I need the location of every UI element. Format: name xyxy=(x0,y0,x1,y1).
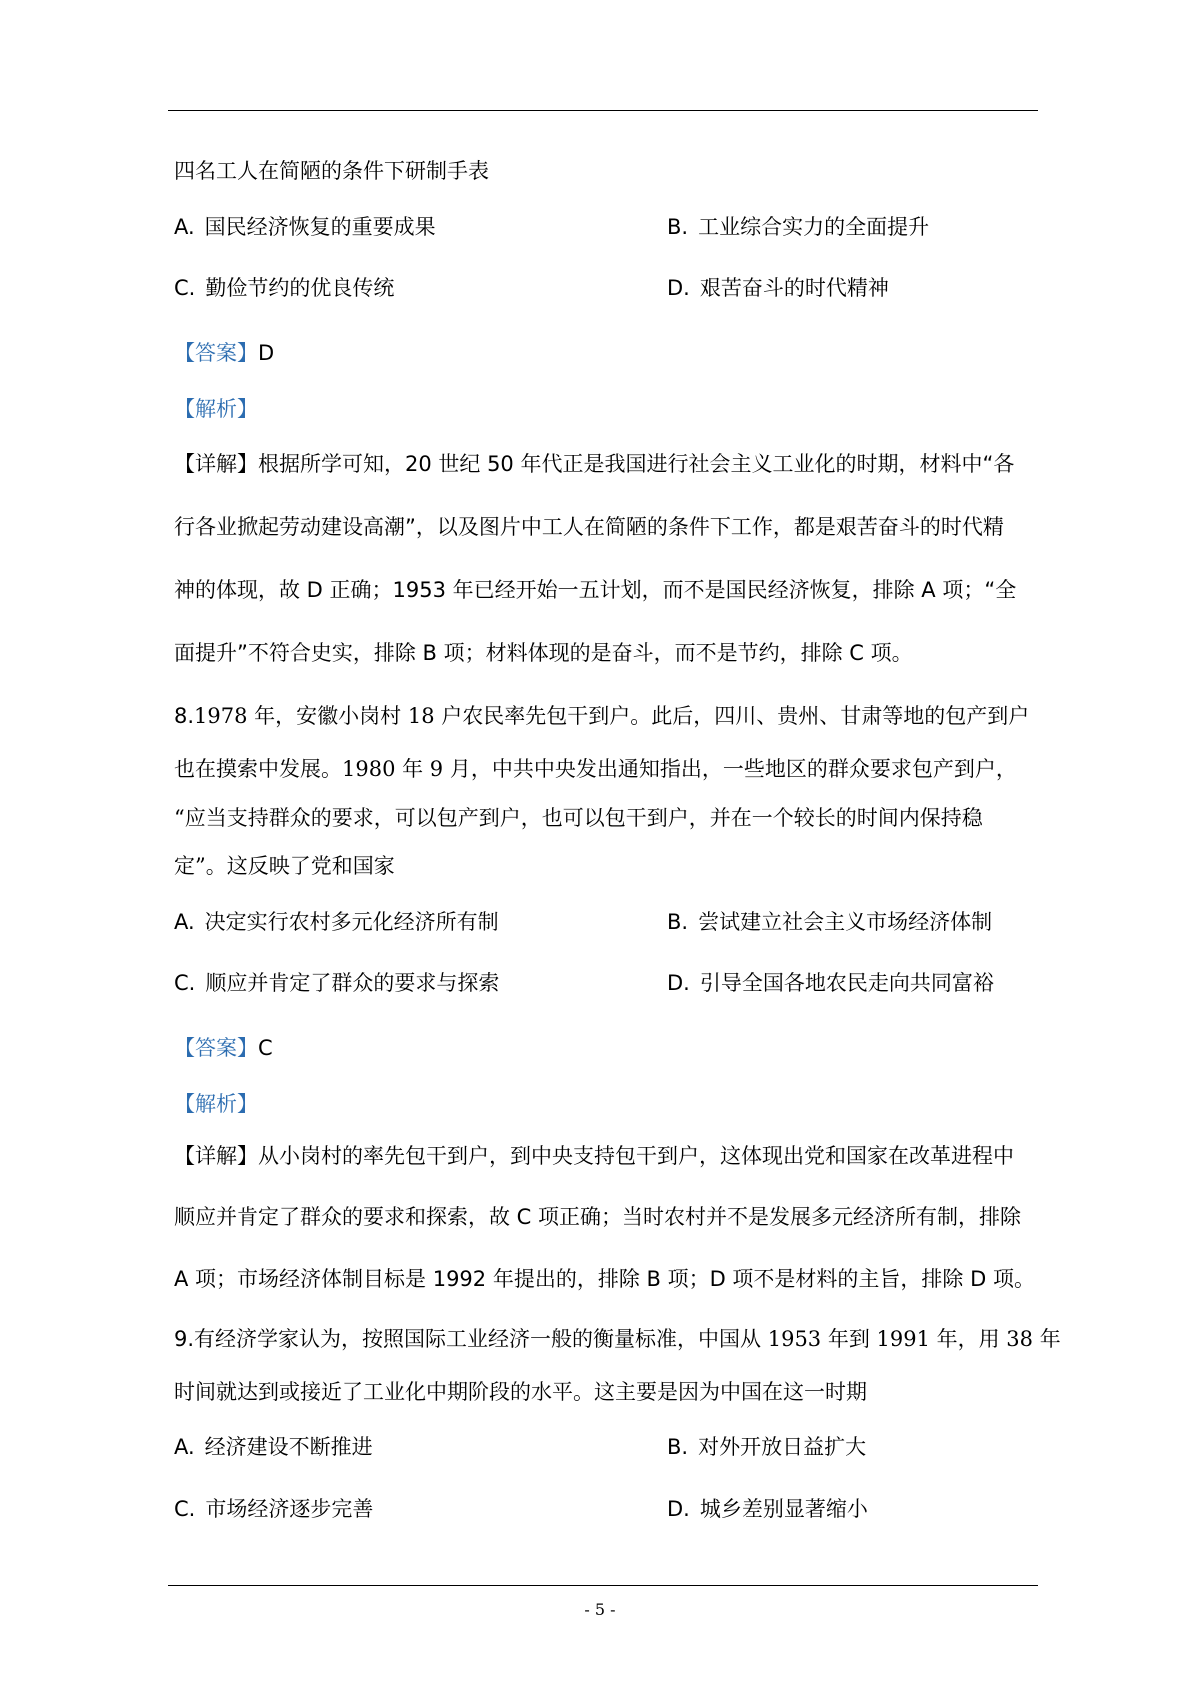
question-number: 8. xyxy=(174,704,195,728)
answer-label: 【答案】 xyxy=(174,1036,258,1060)
option-letter: B. xyxy=(667,1435,689,1459)
option-letter: C. xyxy=(174,1497,196,1521)
question-number: 9. xyxy=(174,1327,195,1351)
q8-detail-line-3: A 项；市场经济体制目标是 1992 年提出的，排除 B 项；D 项不是材料的主旨，排除 D 项。 xyxy=(174,1267,1035,1291)
q7-detail-line-1: 【详解】根据所学可知，20 世纪 50 年代正是我国进行社会主义工业化的时期，材料中“各 xyxy=(174,452,1015,476)
option-text: 勤俭节约的优良传统 xyxy=(205,276,395,300)
option-letter: D. xyxy=(667,971,690,995)
q8-detail-line-1: 【详解】从小岗村的率先包干到户，到中央支持包干到户，这体现出党和国家在改革进程中 xyxy=(174,1144,1014,1168)
option-letter: A. xyxy=(174,1435,195,1459)
q9-stem-line-2: 时间就达到或接近了工业化中期阶段的水平。这主要是因为中国在这一时期 xyxy=(174,1380,867,1404)
q7-option-c xyxy=(174,273,394,303)
footer-rule xyxy=(168,1585,1038,1586)
q8-option-d xyxy=(667,968,994,998)
option-letter: D. xyxy=(667,1497,690,1521)
q8-stem-line-3: “应当支持群众的要求，可以包产到户，也可以包干到户，并在一个较长的时间内保持稳 xyxy=(174,806,983,830)
q9-option-b xyxy=(667,1432,866,1462)
option-letter: D. xyxy=(667,276,690,300)
option-text: 工业综合实力的全面提升 xyxy=(698,215,930,239)
option-letter: B. xyxy=(667,215,689,239)
q7-analysis-label: 【解析】 xyxy=(174,397,258,421)
q7-answer xyxy=(174,338,1044,368)
option-text: 决定实行农村多元化经济所有制 xyxy=(204,910,499,934)
option-text: 城乡差别显著缩小 xyxy=(699,1497,868,1521)
q7-detail-line-3: 神的体现，故 D 正确；1953 年已经开始一五计划，而不是国民经济恢复，排除 A 项；“全 xyxy=(174,578,1017,602)
option-text: 对外开放日益扩大 xyxy=(698,1435,867,1459)
option-text: 尝试建立社会主义市场经济体制 xyxy=(698,910,993,934)
q9-stem-line-1: 9.有经济学家认为，按照国际工业经济一般的衡量标准，中国从 1953 年到 1991 年，用 38 年 xyxy=(174,1327,1061,1351)
option-letter: C. xyxy=(174,971,196,995)
q8-stem-line-1: 8.1978 年，安徽小岗村 18 户农民率先包干到户。此后，四川、贵州、甘肃等地的包产到户 xyxy=(174,704,1030,728)
q9-option-a xyxy=(174,1432,373,1462)
q9-option-d xyxy=(667,1494,868,1524)
option-text: 国民经济恢复的重要成果 xyxy=(204,215,436,239)
option-text: 艰苦奋斗的时代精神 xyxy=(699,276,889,300)
answer-value: C xyxy=(258,1036,273,1060)
q7-caption: 四名工人在简陋的条件下研制手表 xyxy=(174,159,489,183)
q8-option-a xyxy=(174,907,499,937)
q8-option-b xyxy=(667,907,992,937)
option-text: 顺应并肯定了群众的要求与探索 xyxy=(205,971,500,995)
detail-label: 【详解】 xyxy=(174,452,258,476)
detail-label: 【详解】 xyxy=(174,1144,258,1168)
q7-option-b xyxy=(667,212,929,242)
answer-value: D xyxy=(258,341,275,365)
option-text: 市场经济逐步完善 xyxy=(205,1497,374,1521)
q8-detail-line-2: 顺应并肯定了群众的要求和探索，故 C 项正确；当时农村并不是发展多元经济所有制，排除 xyxy=(174,1205,1022,1229)
q7-option-d xyxy=(667,273,889,303)
option-letter: C. xyxy=(174,276,196,300)
option-letter: B. xyxy=(667,910,689,934)
q8-stem-line-2: 也在摸索中发展。1980 年 9 月，中共中央发出通知指出，一些地区的群众要求包产到户， xyxy=(174,757,1017,781)
page-number: - 5 - xyxy=(584,1600,616,1619)
q7-detail-line-4: 面提升”不符合史实，排除 B 项；材料体现的是奋斗，而不是节约，排除 C 项。 xyxy=(174,641,913,665)
q7-detail-line-2: 行各业掀起劳动建设高潮”，以及图片中工人在简陋的条件下工作，都是艰苦奋斗的时代精 xyxy=(174,515,1004,539)
option-letter: A. xyxy=(174,910,195,934)
option-letter: A. xyxy=(174,215,195,239)
option-text: 引导全国各地农民走向共同富裕 xyxy=(699,971,994,995)
q8-option-c xyxy=(174,968,499,998)
header-rule xyxy=(168,110,1038,111)
q7-option-a xyxy=(174,212,436,242)
q8-stem-line-4: 定”。这反映了党和国家 xyxy=(174,854,395,878)
answer-label: 【答案】 xyxy=(174,341,258,365)
q8-answer xyxy=(174,1033,1044,1063)
option-text: 经济建设不断推进 xyxy=(204,1435,373,1459)
q8-analysis-label: 【解析】 xyxy=(174,1092,258,1116)
q9-option-c xyxy=(174,1494,373,1524)
